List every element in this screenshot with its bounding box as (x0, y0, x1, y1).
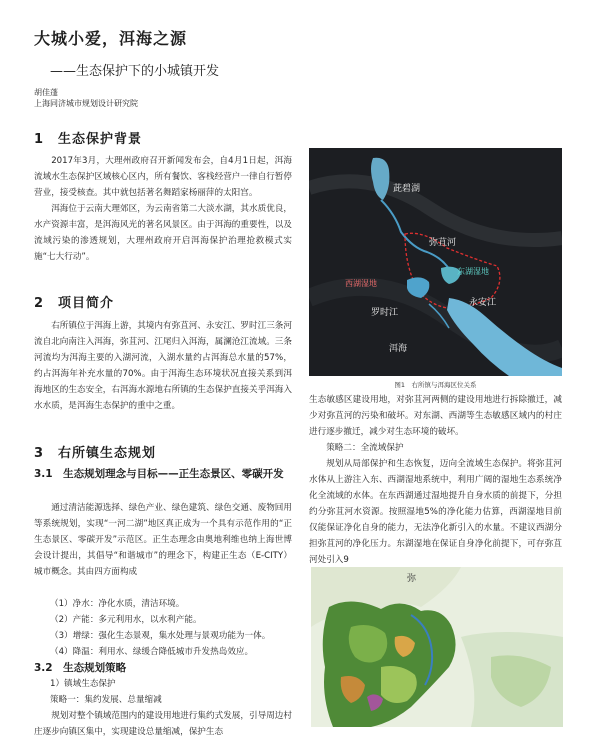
section-1-body (34, 153, 292, 265)
label-yonganjiang: 永安江 (469, 298, 497, 308)
principle-list (50, 596, 300, 660)
figure-1-caption: 图1 右所镇与洱海区位关系 (394, 381, 477, 389)
figure-2-label: 弥 (407, 574, 417, 584)
label-luoshijiang: 罗时江 (371, 308, 399, 318)
label-xihu: 西湖湿地 (345, 279, 377, 288)
strategy-2-heading: 策略二：全流域保护 (326, 443, 404, 453)
section-3-2-body (34, 708, 292, 740)
section-3-1-heading: 3.1 生态规划理念与目标——正生态景区、零碳开发 (34, 468, 284, 480)
author-affiliation: 上海同济城市规划设计研究院 (34, 99, 138, 108)
section-3-1-paragraph: 通过清洁能源选择、绿色产业、绿色建筑、绿色交通、废物回用等系统规划，实现“一河二湖”地区真正成为一个具有示范作用的“正生态景区、零碳开发”示范区。正生态理念由奥地利维也纳上海世博会设计提出，其倡导“和谐城市”的理念下，构建正生态（E-CITY）城市概念。其由四方面构成 (34, 503, 292, 577)
section-3-heading: 3 右所镇生态规划 (34, 446, 157, 461)
list-item: （3）增绿：强化生态景观，集水处理与景观功能为一体。 (50, 631, 271, 641)
author-name: 胡佳蓬 (34, 88, 58, 97)
label-cibi-lake: 茈碧湖 (393, 184, 421, 194)
section-2-heading: 2 项目简介 (34, 296, 115, 311)
right-paragraph-2: 规划从局部保护和生态恢复，迈向全流域生态保护。将弥苴河水体从上游注入东、西湖湿地系统中，利用广阔的湿地生态系统净化全流域的水体。在东西湖通过湿地提升自身水质的前提下，分担约分弥苴河水资源。按照湿地5%的净化能力估算，西湖湿地目前仅能保证净化自身的能力，无法净化新引入的水量。不建议西湖分担弥苴河的净化压力。东湖湿地在保证自身净化前提下，可存弥苴河处引入9 (309, 459, 562, 565)
label-erhai: 洱海 (389, 344, 408, 354)
section-1-paragraph-2: 洱海位于云南大理郊区，为云南省第二大淡水湖，其水质优良，水产资源丰富，是洱海风光的著名风景区。由于洱海的重要性，以及流域污染的渗透规划，大理州政府开启洱海保护治理抢救模式实施“七大行动”。 (34, 204, 292, 262)
label-mijuhe: 弥苴河 (429, 238, 457, 248)
section-2-body (34, 318, 292, 414)
section-1-heading: 1 生态保护背景 (34, 132, 143, 147)
section-1-paragraph-1: 2017年3月，大理州政府召开新闻发布会，自4月1日起，洱海流域水生态保护区域核心区内，所有餐饮、客栈经营户一律自行暂停营业，接受核查。其中就包括著名舞蹈家杨丽萍的太阳宫。 (34, 156, 292, 198)
section-3-2-subheading: 1）镇域生态保护 (50, 679, 116, 689)
section-3-2-paragraph: 规划对整个镇域范围内的建设用地进行集约式发展，引导周边村庄逐步向镇区集中，实现建设总量缩减，保护生态 (34, 711, 292, 737)
figure-1-map (309, 148, 562, 376)
figure-2-svg (311, 567, 563, 727)
list-item: （2）产能：多元利用水，以水利产能。 (50, 615, 202, 625)
figure-1-svg (309, 148, 562, 376)
section-3-1-body (34, 500, 292, 580)
strategy-1-heading: 策略一：集约发展、总量缩减 (50, 695, 162, 705)
figure-2-map (311, 567, 563, 727)
right-column-body (309, 392, 562, 568)
list-item: （1）净水：净化水质，清洁环境。 (50, 599, 185, 609)
article-subtitle: ——生态保护下的小城镇开发 (50, 64, 220, 79)
list-item: （4）降温：利用水、绿缓合降低城市升发热岛效应。 (50, 647, 254, 657)
section-3-2-heading: 3.2 生态规划策略 (34, 662, 127, 674)
article-title: 大城小爱，洱海之源 (34, 29, 188, 48)
label-donghu: 东湖湿地 (457, 267, 489, 276)
right-paragraph-1: 生态敏感区建设用地，对弥苴河两侧的建设用地进行拆除撤迁，减少对弥苴河的污染和破坏。对东湖、西湖等生态敏感区域内的村庄进行逐步撤迁，减少对生态环境的破坏。 (309, 395, 562, 437)
section-2-paragraph-1: 右所镇位于洱海上游，其境内有弥苴河、永安江、罗时江三条河流自北向南注入洱海，弥苴河、江尾归入洱海，属澜沧江流域。三条河流均为洱海主要的入湖河流，入湖水量约占洱海总水量的57%，约占洱海年补充水量的70%。由于洱海生态环境状况直接关系到洱海地区的生态安全，右洱海水源地右所镇的生态保护直接关乎洱海入水水质，是洱海生态保护的重中之重。 (34, 321, 292, 411)
author-block (34, 87, 138, 109)
